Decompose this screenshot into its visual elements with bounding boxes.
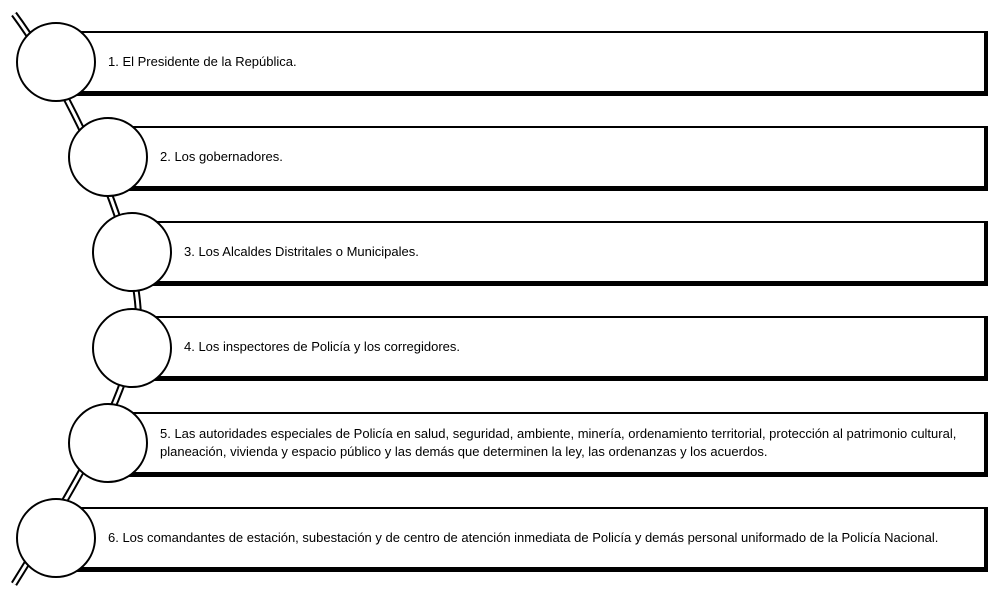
list-item-text-2: 2. Los gobernadores.: [160, 149, 283, 164]
list-item-bullet-5: [68, 403, 148, 483]
list-item-bullet-2: [68, 117, 148, 197]
list-item-box-4: [132, 316, 988, 378]
list-item-box-1: [56, 31, 988, 93]
list-item-bullet-6: [16, 498, 96, 578]
list-item-text-1: 1. El Presidente de la República.: [108, 54, 297, 69]
list-item-text-5: 5. Las autoridades especiales de Policía en salud, seguridad, ambiente, minería, ordenamiento territorial, protección al patrimonio cultural, planeación, vivienda y espacio público y las demás que determinen la ley, las ordenanzas y los acuerdos.: [160, 426, 957, 459]
list-item-bullet-4: [92, 308, 172, 388]
list-item-box-6: [56, 507, 988, 569]
list-item-bullet-3: [92, 212, 172, 292]
list-item-text-3: 3. Los Alcaldes Distritales o Municipales.: [184, 244, 419, 259]
list-item-box-5: [108, 412, 988, 474]
list-item-box-2: [108, 126, 988, 188]
list-item-text-6: 6. Los comandantes de estación, subestación y de centro de atención inmediata de Policía y demás personal uniformado de la Policía Nacional.: [108, 530, 939, 545]
list-item-box-3: [132, 221, 988, 283]
list-item-text-4: 4. Los inspectores de Policía y los corregidores.: [184, 339, 461, 354]
list-item-bullet-1: [16, 22, 96, 102]
